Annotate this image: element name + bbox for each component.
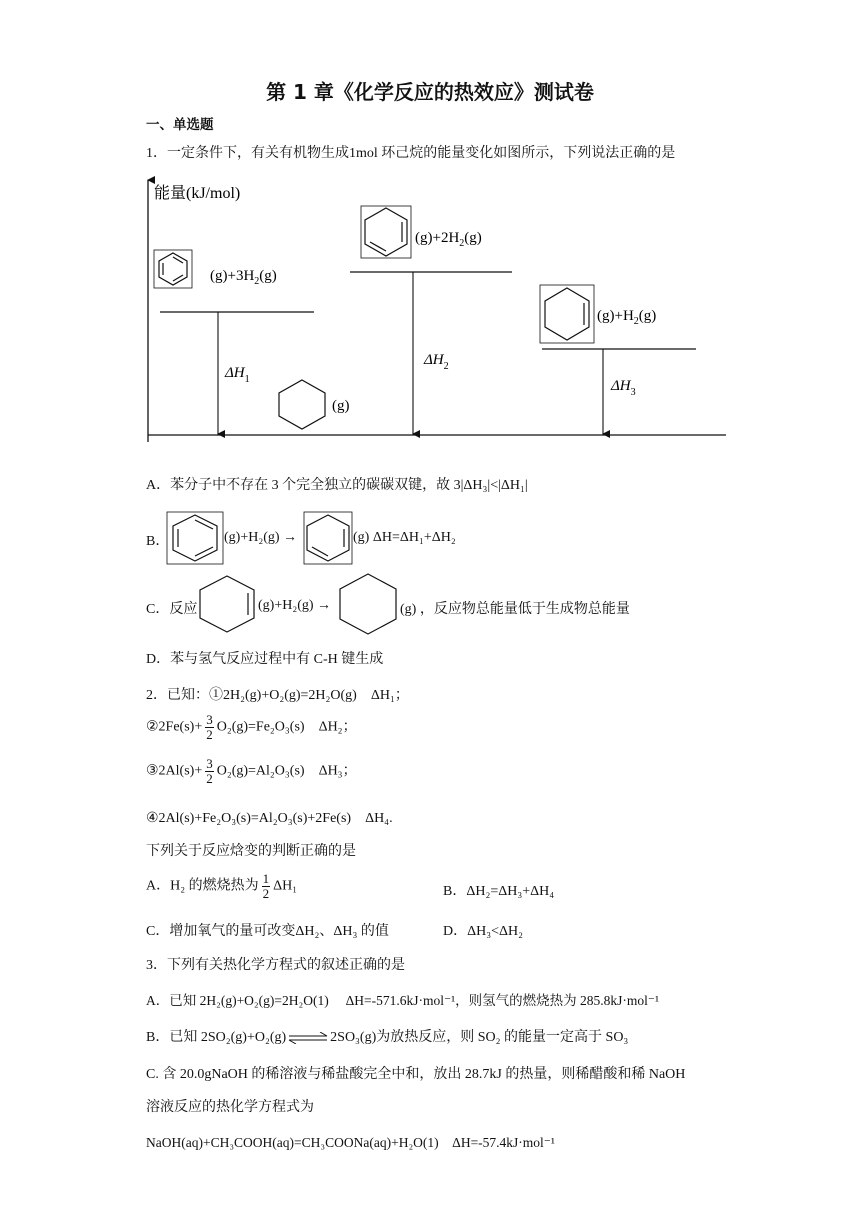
q3-option-b: B．已知 2SO₂(g)+O₂(g) 2SO₃(g)为放热反应，则 SO₂ 的能量一定高于 SO₃	[146, 1030, 629, 1045]
cyclohexadiene-icon	[303, 511, 353, 565]
q2-option-a: A．H₂ 的燃烧热为 $\frac{1}{2}$ ΔH₁	[146, 871, 298, 901]
level-2-label: $(g)+2H_2(g)$	[415, 230, 482, 249]
dh1-label: $\Delta H_1$	[225, 365, 250, 385]
question-3-stem: 3．下列有关热化学方程式的叙述正确的是	[146, 958, 405, 973]
page-title: 第 1 章《化学反应的热效应》测试卷	[266, 80, 594, 104]
q1-option-b-prefix: B．	[146, 534, 170, 549]
level-3-label: $(g)+H_2(g)$	[597, 308, 657, 327]
q1-option-b-middle: (g)+H₂(g) →	[224, 530, 298, 545]
y-axis-label: 能量(kJ/mol)	[154, 185, 241, 202]
q1-option-c-prefix: C．反应	[146, 602, 198, 617]
q1-option-d: D．苯与氢气反应过程中有 C-H 键生成	[146, 652, 384, 667]
energy-diagram	[130, 172, 730, 447]
q3-option-a: A．已知 2H₂(g)+O₂(g)=2H₂O(1) ΔH=-571.6kJ·mol⁻¹，则氢气的燃烧热为 285.8kJ·mol⁻¹	[146, 993, 660, 1008]
cyclohexane-icon	[337, 571, 399, 637]
product-label: (g)	[332, 398, 350, 414]
q1-option-c-tail: (g) ，反应物总能量低于生成物总能量	[400, 602, 630, 617]
q3-option-c-line1: C. 含 20.0gNaOH 的稀溶液与稀盐酸完全中和，放出 28.7kJ 的热量，则稀醋酸和稀 NaOH	[146, 1067, 686, 1082]
q2-equation-4: ④2Al(s)+Fe₂O₃(s)=Al₂O₃(s)+2Fe(s) ΔH₄.	[146, 811, 393, 826]
q2-ask: 下列关于反应焓变的判断正确的是	[146, 844, 356, 859]
question-2-stem: 2．已知：①2H₂(g)+O₂(g)=2H₂O(g) ΔH₁；	[146, 688, 409, 703]
q3-option-c-line2: 溶液反应的热化学方程式为	[146, 1100, 314, 1115]
section-heading: 一、单选题	[146, 117, 214, 133]
cyclohexene-molecule-icon	[540, 285, 594, 343]
benzene-icon	[166, 511, 224, 565]
cyclohexane-product-icon	[279, 380, 325, 429]
q1-option-a: A．苯分子中不存在 3 个完全独立的碳碳双键，故 3|ΔH₃|<|ΔH₁|	[146, 478, 528, 493]
dh2-label: $\Delta H_2$	[424, 352, 449, 372]
benzene-molecule-icon	[154, 250, 192, 288]
q2-option-c: C．增加氧气的量可改变ΔH₂、ΔH₃ 的值	[146, 924, 389, 939]
dh3-label: $\Delta H_3$	[611, 378, 636, 398]
q2-option-d: D．ΔH₃<ΔH₂	[443, 924, 523, 939]
q2-option-b: B．ΔH₂=ΔH₃+ΔH₄	[443, 884, 555, 899]
q3-option-c-line3: NaOH(aq)+CH₃COOH(aq)=CH₃COONa(aq)+H₂O(1) ΔH=-57.4kJ·mol⁻¹	[146, 1135, 555, 1150]
level-1-label: $(g)+3H_2(g)$	[210, 268, 277, 287]
q1-option-b-tail: (g) ΔH=ΔH₁+ΔH₂	[353, 530, 456, 545]
q1-option-c-middle: (g)+H₂(g) →	[258, 598, 332, 613]
q2-equation-2: ②2Fe(s)+ $\frac{3}{2}$ O₂(g)=Fe₂O₃(s) ΔH₂；	[146, 712, 357, 742]
cyclohexadiene-molecule-icon	[361, 206, 411, 258]
cyclohexene-icon	[197, 573, 257, 635]
q2-equation-3: ③2Al(s)+ $\frac{3}{2}$ O₂(g)=Al₂O₃(s) ΔH₃；	[146, 756, 357, 786]
equilibrium-arrow-icon	[287, 1032, 329, 1044]
question-1-stem: 1．一定条件下，有关有机物生成1mol 环己烷的能量变化如图所示，下列说法正确的是	[146, 146, 676, 161]
